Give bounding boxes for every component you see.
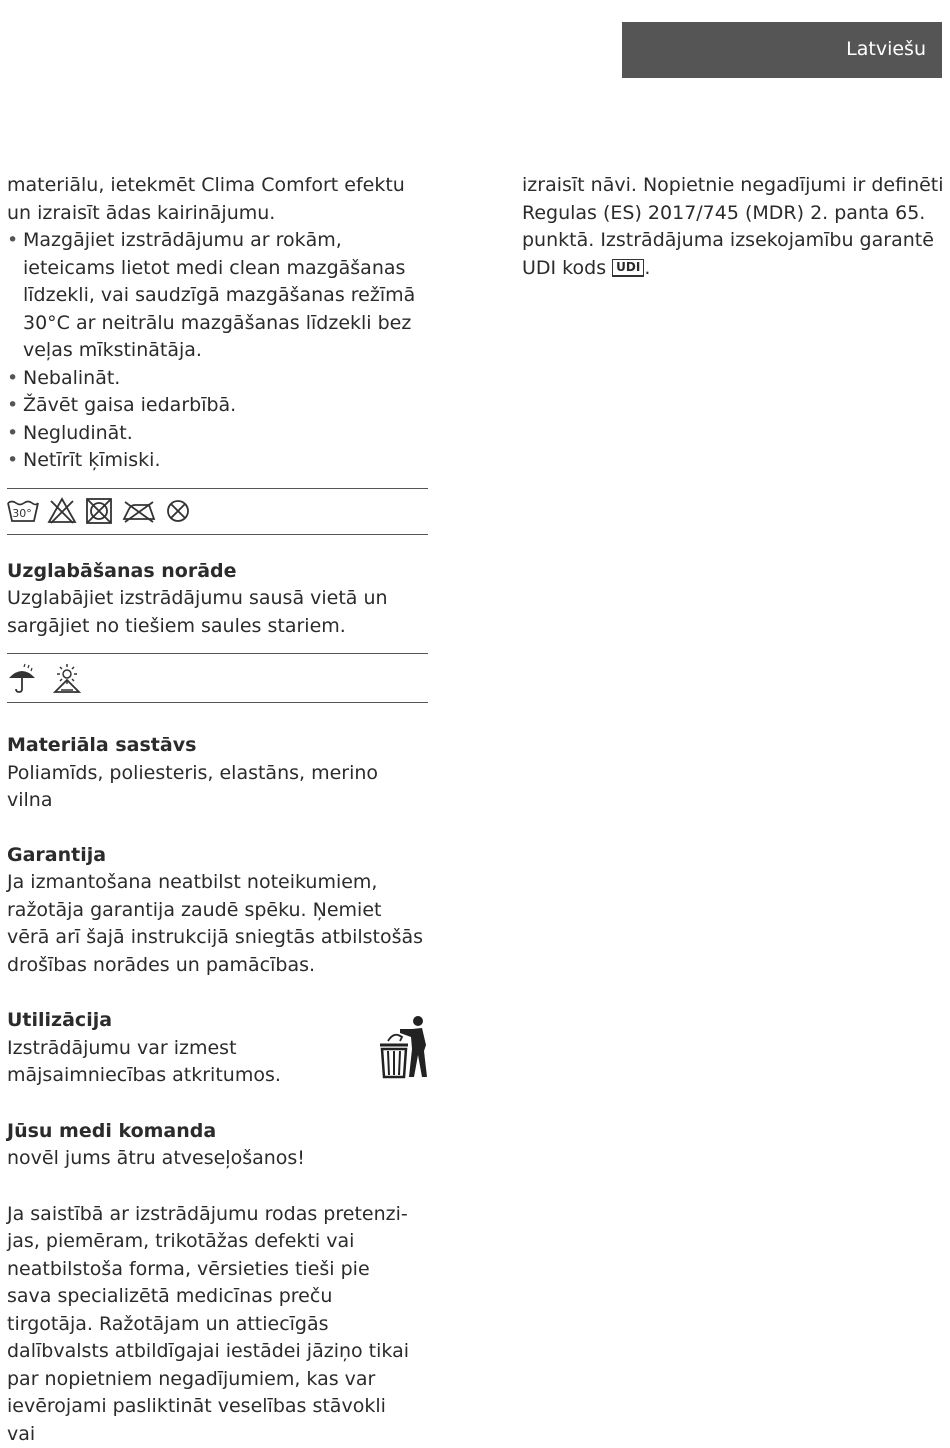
right-column xyxy=(522,172,946,282)
regulation-text-main: izraisīt nāvi. Nopietnie negadījumi ir definēti Regulas (ES) 2017/745 (MDR) 2. panta 65. punktā. Izstrādājuma izsekojamību garantē UDI kods xyxy=(522,174,944,279)
care-instructions-list xyxy=(7,227,428,475)
disposal-section xyxy=(7,1007,428,1090)
warranty-text: Ja izmantošana neatbilst noteikumiem, ražotāja garantija zaudē spēku. Ņemiet vērā arī šajā instrukcijā sniegtās atbilstošās drošības norādes un pamācības. xyxy=(7,869,428,979)
list-item: • Netīrīt ķīmiski. xyxy=(7,447,428,475)
disposal-text: Izstrādājumu var izmest mājsaimniecības atkritumos. xyxy=(7,1035,307,1090)
keep-dry-icon xyxy=(7,662,37,694)
storage-symbols-row xyxy=(7,654,428,702)
material-text: Poliamīds, poliesteris, elastāns, merino vilna xyxy=(7,760,428,815)
team-heading: Jūsu medi komanda xyxy=(7,1118,428,1146)
storage-text: Uzglabājiet izstrādājumu sausā vietā un sargājiet no tiešiem saules stariem. xyxy=(7,585,428,640)
regulation-text-end: . xyxy=(644,257,650,279)
list-item: • Negludināt. xyxy=(7,420,428,448)
left-column xyxy=(7,172,428,1448)
list-item: • Žāvēt gaisa iedarbībā. xyxy=(7,392,428,420)
list-item: • Nebalināt. xyxy=(7,365,428,393)
team-text: novēl jums ātru atveseļošanos! xyxy=(7,1145,428,1173)
material-heading: Materiāla sastāvs xyxy=(7,732,428,760)
no-iron-icon xyxy=(121,498,157,524)
wash-30-icon xyxy=(7,498,39,524)
no-dry-clean-icon xyxy=(165,498,191,524)
udi-badge: UDI xyxy=(612,259,644,277)
trash-bin-person-icon xyxy=(378,1015,430,1081)
intro-text: materiālu, ietekmēt Clima Comfort efektu un izraisīt ādas kairinājumu. xyxy=(7,172,428,227)
no-bleach-icon xyxy=(47,497,77,525)
claims-text: Ja saistībā ar izstrādājumu rodas pretenzi-jas, piemēram, trikotāžas defekti vai neatbilstoša forma, vērsieties tieši pie sava specializētā medicīnas preču tirgotāja. Ražotājam un attiecīgās dalībvalsts atbildīgajai iestādei jāziņo tikai par nopietniem negadījumiem, kas var ievērojami pasliktināt veselības stāvokli vai xyxy=(7,1201,419,1448)
no-tumble-dry-icon xyxy=(85,497,113,525)
regulation-text xyxy=(522,172,946,282)
wash-temp-label: 30° xyxy=(12,507,32,520)
storage-heading: Uzglabāšanas norāde xyxy=(7,558,428,586)
warranty-heading: Garantija xyxy=(7,842,428,870)
care-symbols-row xyxy=(7,489,428,534)
keep-away-from-sunlight-icon xyxy=(51,662,83,694)
disposal-heading: Utilizācija xyxy=(7,1007,428,1035)
language-tab: Latviešu xyxy=(622,22,942,78)
list-item: • Mazgājiet izstrādājumu ar rokām, ieteicams lietot medi clean mazgāšanas līdzekli, vai saudzīgā mazgāšanas režīmā 30°C ar neitrālu mazgāšanas līdzekli bez veļas mīkstinātāja. xyxy=(7,227,428,365)
